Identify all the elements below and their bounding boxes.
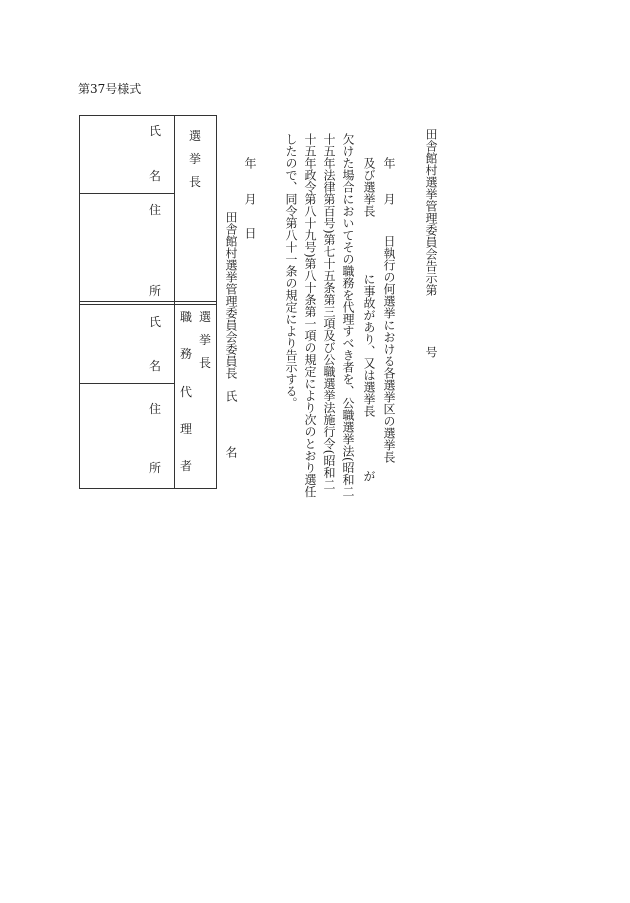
s2-header-char: 理 xyxy=(180,422,193,436)
section-divider-top xyxy=(79,301,217,302)
date-year: 年 xyxy=(243,157,257,169)
s1-header-char: 挙 xyxy=(189,152,202,166)
s1-header-char: 長 xyxy=(189,175,202,189)
s1-name-label: 名 xyxy=(149,169,162,183)
notice-line2-text1: 及び選挙長 xyxy=(362,157,376,217)
section-divider-bottom xyxy=(79,304,217,305)
notice-line2-text3: が xyxy=(362,470,376,482)
notice-title-prefix: 田舎館村選挙管理委員会告示第 xyxy=(424,128,438,296)
signer-name-2: 名 xyxy=(224,446,238,458)
notice-line2-text2: に事故があり、又は選挙長 xyxy=(362,273,376,417)
date-month: 月 xyxy=(243,193,257,205)
s2-header-char: 長 xyxy=(199,356,212,370)
notice-line4: 十五年法律第百号)第七十五条第三項及び公職選挙法施行令(昭和二 xyxy=(322,133,336,491)
signer-name-1: 氏 xyxy=(224,390,238,402)
notice-line3: 欠けた場合においてその職務を代理すべき者を、公職選挙法(昭和二 xyxy=(341,133,355,498)
s1-address-label: 住 xyxy=(149,203,162,217)
notice-line1-year: 年 xyxy=(382,157,396,169)
section1-row-divider xyxy=(79,193,174,194)
s2-address-label: 所 xyxy=(149,461,162,475)
table-column-divider xyxy=(174,115,175,489)
notice-line1-text: 日執行の何選挙における各選挙区の選挙長 xyxy=(382,235,396,463)
notice-line1-month: 月 xyxy=(382,193,396,205)
signer-title: 田舎館村選挙管理委員会委員長 xyxy=(224,211,238,379)
s2-name-label: 氏 xyxy=(149,315,162,329)
form-number: 第37号様式 xyxy=(78,82,142,96)
s2-header-char: 務 xyxy=(180,347,193,361)
appointment-table xyxy=(79,115,217,489)
s2-name-label: 名 xyxy=(149,359,162,373)
s2-header-char: 選 xyxy=(199,310,212,324)
s1-header-char: 選 xyxy=(189,129,202,143)
section2-row-divider xyxy=(79,383,174,384)
notice-title-suffix: 号 xyxy=(424,346,438,358)
s2-address-label: 住 xyxy=(149,402,162,416)
date-day: 日 xyxy=(243,227,257,239)
notice-line6: したので、同令第八十一条の規定により告示する。 xyxy=(284,133,298,409)
s2-header-char: 者 xyxy=(180,459,193,473)
s2-header-char: 職 xyxy=(180,310,193,324)
s2-header-char: 代 xyxy=(180,385,193,399)
s1-address-label: 所 xyxy=(149,284,162,298)
notice-line5: 十五年政令第八十九号)第八十条第一項の規定により次のとおり選任 xyxy=(303,133,317,498)
s1-name-label: 氏 xyxy=(149,124,162,138)
s2-header-char: 挙 xyxy=(199,333,212,347)
